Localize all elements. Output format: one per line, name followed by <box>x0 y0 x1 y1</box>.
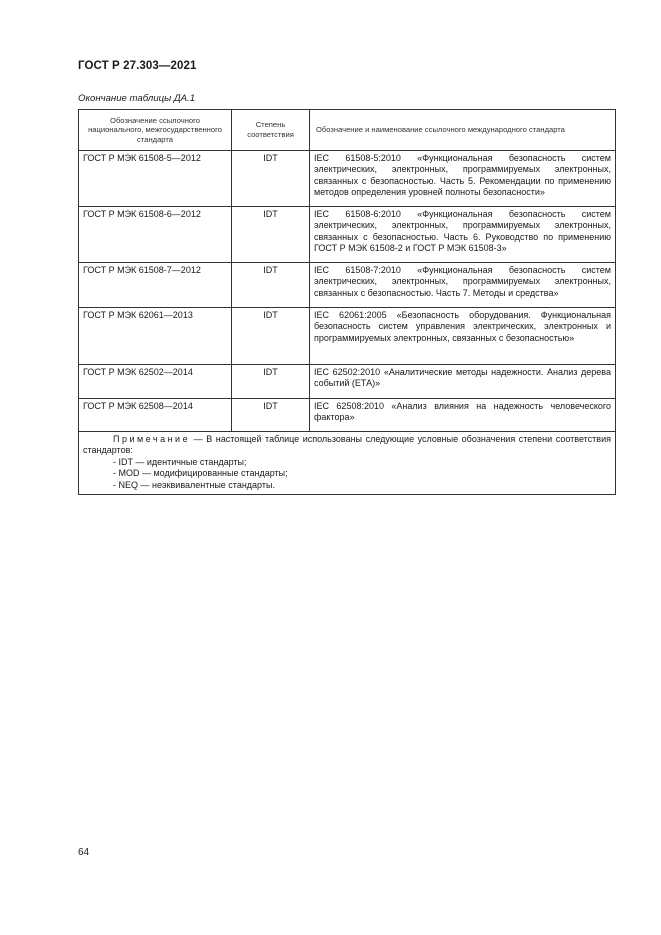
standards-table <box>78 109 616 495</box>
national-standard-cell: ГОСТ Р МЭК 61508-7—2012 <box>79 263 232 308</box>
table-row <box>79 207 616 263</box>
national-standard-cell: ГОСТ Р МЭК 62508—2014 <box>79 399 232 432</box>
degree-cell: IDT <box>232 207 310 263</box>
note-item: - NEQ — неэквивалентные стандарты. <box>113 479 275 490</box>
national-standard-cell: ГОСТ Р МЭК 61508-5—2012 <box>79 151 232 207</box>
column-header-national: Обозначение ссылочного национального, межгосударственного стандарта <box>79 110 232 151</box>
table-row <box>79 263 616 308</box>
table-header-row <box>79 110 616 151</box>
table-row <box>79 365 616 399</box>
note-text: — В настоящей таблице использованы следующие условные обозначения степени соответствия стандартов: <box>83 434 611 456</box>
international-standard-cell: IEC 61508-5:2010 «Функциональная безопасность систем электрических, электронных, программируемых электронных, связанных с безопасностью. Часть 5. Рекомендации по применению методов определения уровней полноты безопасности» <box>310 151 616 207</box>
document-header: ГОСТ Р 27.303—2021 <box>78 60 197 72</box>
note-label: Примечание <box>113 434 191 444</box>
international-standard-cell: IEC 62502:2010 «Аналитические методы надежности. Анализ дерева событий (ЕТА)» <box>310 365 616 399</box>
national-standard-cell: ГОСТ Р МЭК 62502—2014 <box>79 365 232 399</box>
national-standard-cell: ГОСТ Р МЭК 61508-6—2012 <box>79 207 232 263</box>
table-row <box>79 308 616 365</box>
column-header-degree: Степень соответствия <box>232 110 310 151</box>
national-standard-cell: ГОСТ Р МЭК 62061—2013 <box>79 308 232 365</box>
column-header-international: Обозначение и наименование ссылочного международного стандарта <box>310 110 616 151</box>
degree-cell: IDT <box>232 399 310 432</box>
international-standard-cell: IEC 62061:2005 «Безопасность оборудования. Функциональная безопасность систем управления электрических, электронных и программируемых электронных, связанных с безопасностью» <box>310 308 616 365</box>
degree-cell: IDT <box>232 151 310 207</box>
note-paragraph <box>83 434 611 457</box>
degree-cell: IDT <box>232 365 310 399</box>
note-row <box>79 432 616 495</box>
table-row <box>79 399 616 432</box>
note-cell <box>79 432 616 495</box>
page-number: 64 <box>78 847 90 858</box>
note-item: - IDT — идентичные стандарты; <box>113 456 247 467</box>
table-caption: Окончание таблицы ДА.1 <box>78 93 196 104</box>
international-standard-cell: IEC 61508-7:2010 «Функциональная безопасность систем электрических, электронных, программируемых электронных, связанных с безопасностью. Часть 7. Методы и средства» <box>310 263 616 308</box>
table-row <box>79 151 616 207</box>
international-standard-cell: IEC 61508-6:2010 «Функциональная безопасность систем электрических, электронных, программируемых электронных, связанных с безопасностью. Часть 6. Руководство по применению ГОСТ Р МЭК 61508-2 и ГОСТ Р МЭК 61508-3» <box>310 207 616 263</box>
degree-cell: IDT <box>232 263 310 308</box>
note-item: - MOD — модифицированные стандарты; <box>113 468 288 479</box>
international-standard-cell: IEC 62508:2010 «Анализ влияния на надежность человеческого фактора» <box>310 399 616 432</box>
degree-cell: IDT <box>232 308 310 365</box>
